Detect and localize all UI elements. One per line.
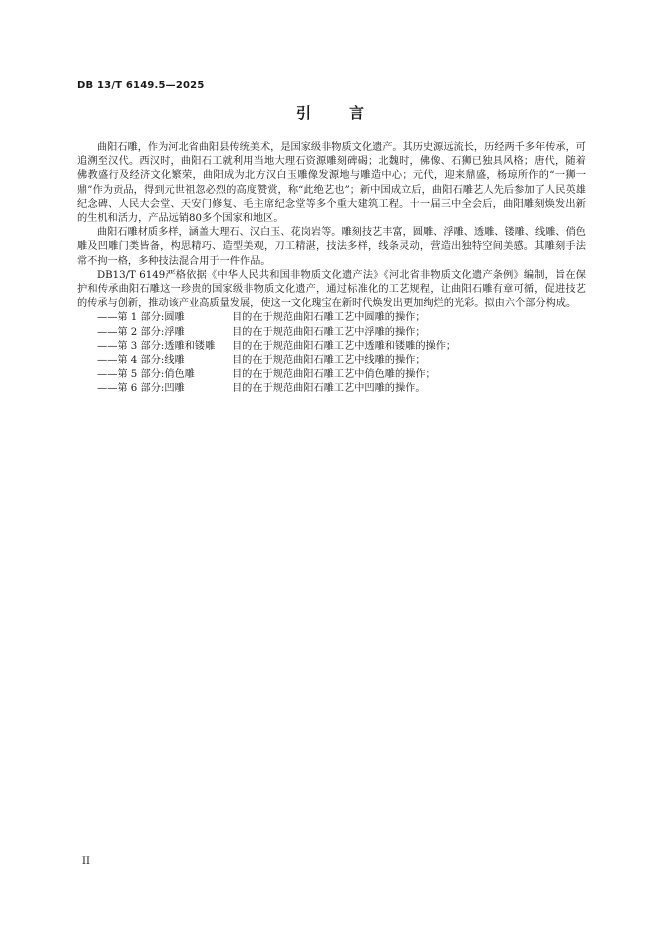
part-description: 目的在于规范曲阳石雕工艺中透雕和镂雕的操作； <box>232 340 457 352</box>
list-item <box>77 326 586 340</box>
part-description: 目的在于规范曲阳石雕工艺中俏色雕的操作； <box>232 369 436 381</box>
part-description: 目的在于规范曲阳石雕工艺中圆雕的操作； <box>232 312 426 324</box>
document-code: DB 13/T 6149.5—2025 <box>77 80 205 91</box>
page-title <box>0 102 662 123</box>
paragraph-history: 曲阳石雕，作为河北省曲阳县传统美术，是国家级非物质文化遗产。其历史源远流长，历经两千多年传承，可追溯至汉代。西汉时，曲阳石工就利用当地大理石资源雕刻碑碣；北魏时，佛像、石狮已独具风格；唐代，随着佛教盛行及经济文化繁荣，曲阳成为北方汉白玉雕像发源地与雕造中心；元代，迎来鼎盛，杨琼所作的“一狮一鼎”作为贡品，得到元世祖忽必烈的高度赞赏，称“此绝艺也”；新中国成立后，曲阳石雕艺人先后参加了人民英雄纪念碑、人民大会堂、天安门修复、毛主席纪念堂等多个重大建筑工程。十一届三中全会后，曲阳雕刻焕发出新的生机和活力，产品远销80多个国家和地区。 <box>77 142 586 225</box>
part-name: ——第 3 部分:透雕和镂雕 <box>97 340 216 352</box>
list-item <box>77 354 586 368</box>
parts-list <box>77 311 586 396</box>
part-name: ——第 6 部分:凹雕 <box>97 383 185 395</box>
paragraph-standard: DB13/T 6149严格依据《中华人民共和国非物质文化遗产法》《河北省非物质文化遗产条例》编制，旨在保护和传承曲阳石雕这一珍贵的国家级非物质文化遗产，通过标准化的工艺规程，让曲阳石雕有章可循，促进技艺的传承与创新，推动该产业高质量发展，使这一文化瑰宝在新时代焕发出更加绚烂的光彩。拟由六个部分构成。 <box>77 269 586 310</box>
part-description: 目的在于规范曲阳石雕工艺中浮雕的操作； <box>232 326 426 338</box>
part-description: 目的在于规范曲阳石雕工艺中线雕的操作； <box>232 355 426 366</box>
introduction-body <box>77 141 586 397</box>
page-number: II <box>82 856 90 867</box>
list-item <box>77 340 586 354</box>
list-item <box>77 382 586 396</box>
title-char-2: 言 <box>349 104 367 122</box>
part-name: ——第 5 部分:俏色雕 <box>97 369 195 381</box>
title-char-1: 引 <box>295 104 313 122</box>
part-name: ——第 4 部分:线雕 <box>97 355 185 366</box>
list-item <box>77 368 586 382</box>
paragraph-materials: 曲阳石雕材质多样，涵盖大理石、汉白玉、花岗岩等。雕刻技艺丰富，圆雕、浮雕、透雕、镂雕、线雕、俏色雕及凹雕门类皆备，构思精巧、造型美观，刀工精湛，技法多样，线条灵动，营造出独特空间美感。其雕刻手法常不拘一格，多种技法混合用于一件作品。 <box>77 227 586 267</box>
list-item <box>77 311 586 325</box>
part-description: 目的在于规范曲阳石雕工艺中凹雕的操作。 <box>232 383 426 395</box>
part-name: ——第 1 部分:圆雕 <box>97 312 185 324</box>
part-name: ——第 2 部分:浮雕 <box>97 326 185 338</box>
